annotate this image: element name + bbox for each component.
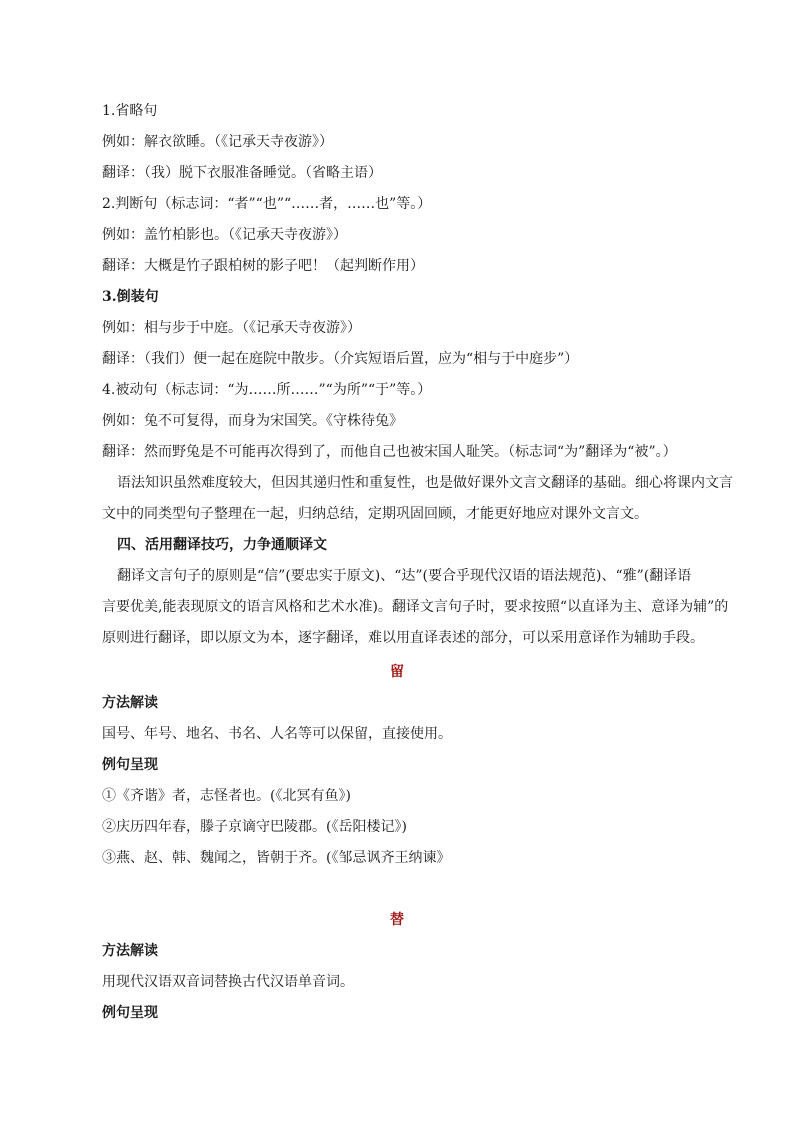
keep-method-label: 方法解读: [102, 695, 158, 711]
replace-title: 替: [390, 912, 404, 928]
judgment-translation: 翻译：大概是竹子跟柏树的影子吧！（起判断作用）: [102, 258, 424, 274]
ellipsis-translation: 翻译：（我）脱下衣服准备睡觉。（省略主语）: [102, 165, 382, 181]
replace-example-label: 例句呈现: [102, 1005, 158, 1021]
inversion-title: 3.倒装句: [102, 289, 159, 305]
passive-example: 例如：兔不可复得，而身为宋国笑。《守株待兔》: [102, 413, 403, 429]
ellipsis-example: 例如：解衣欲睡。（《记承天寺夜游》）: [102, 134, 333, 150]
section-4-intro-line-2: 言要优美,能表现原文的语言风格和艺术水准)。翻译文言句子时，要求按照“以直译为主、意译为辅”的: [102, 599, 729, 615]
summary-line-1: 语法知识虽然难度较大，但因其递归性和重复性，也是做好课外文言文翻译的基础。细心将课内文言: [117, 475, 733, 491]
inversion-example: 例如：相与步于中庭。（《记承天寺夜游》）: [102, 320, 361, 336]
keep-example-3: ③燕、赵、韩、魏闻之，皆朝于齐。(《邹忌讽齐王纳谏》: [102, 850, 451, 866]
judgment-example: 例如：盖竹柏影也。（《记承天寺夜游》）: [102, 227, 347, 243]
summary-line-2: 文中的同类型句子整理在一起，归纳总结，定期巩固回顾，才能更好地应对课外文言文。: [102, 506, 648, 522]
passive-title: 4.被动句（标志词：“为……所……”“为所”“于”等。）: [102, 382, 432, 398]
keep-method-text: 国号、年号、地名、书名、人名等可以保留，直接使用。: [102, 726, 452, 742]
section-4-heading: 四、活用翻译技巧，力争通顺译文: [117, 537, 327, 553]
section-4-intro-line-1: 翻译文言句子的原则是“信”(要忠实于原文)、“达”(要合乎现代汉语的语法规范)、“雅”(翻译语: [117, 568, 692, 584]
section-4-intro-line-3: 原则进行翻译，即以原文为本，逐字翻译，难以用直译表述的部分，可以采用意译作为辅助手段。: [102, 630, 704, 646]
ellipsis-title: 1.省略句: [102, 103, 158, 119]
judgment-title: 2.判断句（标志词：“者”“也”“……者，……也”等。）: [102, 196, 432, 212]
keep-example-2: ②庆历四年春，滕子京谪守巴陵郡。(《岳阳楼记》): [102, 819, 407, 835]
replace-method-text: 用现代汉语双音词替换古代汉语单音词。: [102, 974, 354, 990]
keep-title: 留: [390, 664, 404, 680]
passive-translation: 翻译：然而野兔是不可能再次得到了，而他自己也被宋国人耻笑。（标志词“为”翻译为“被”。）: [102, 444, 677, 460]
keep-example-label: 例句呈现: [102, 757, 158, 773]
inversion-translation: 翻译：（我们）便一起在庭院中散步。（介宾短语后置，应为“相与于中庭步”）: [102, 351, 579, 367]
replace-method-label: 方法解读: [102, 943, 158, 959]
keep-example-1: ①《齐谐》者，志怪者也。(《北冥有鱼》): [102, 788, 351, 804]
